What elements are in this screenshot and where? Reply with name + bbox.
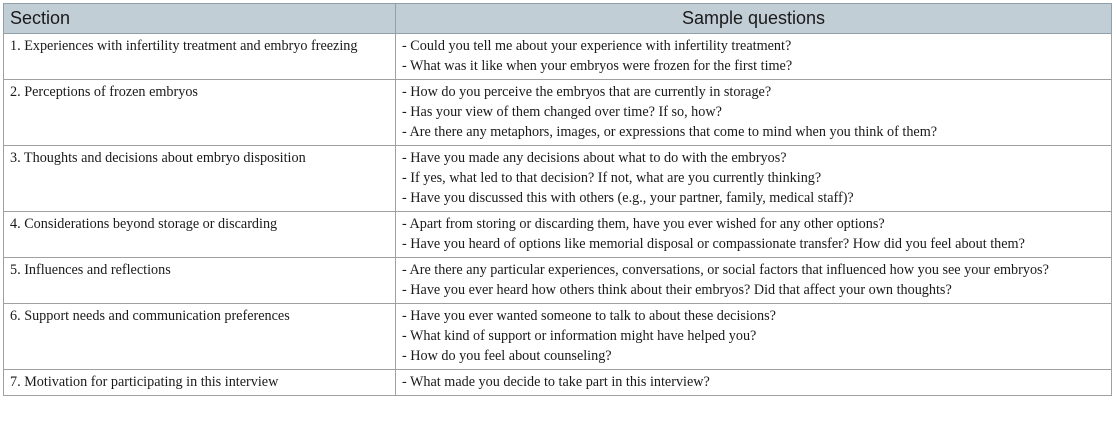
interview-guide-table: [3, 3, 1112, 396]
question-item: - If yes, what led to that decision? If not, what are you currently thinking?: [402, 170, 822, 186]
header-sample-questions: Sample questions: [396, 4, 1112, 34]
questions-cell: [396, 304, 1112, 370]
questions-cell: [396, 212, 1112, 258]
section-cell: 7. Motivation for participating in this interview: [4, 370, 396, 396]
table-row: [4, 304, 1112, 370]
table-row: [4, 370, 1112, 396]
questions-cell: [396, 34, 1112, 80]
question-item: - Have you heard of options like memorial disposal or compassionate transfer? How did you feel about them?: [402, 236, 1025, 252]
question-item: - Have you made any decisions about what to do with the embryos?: [402, 150, 787, 166]
section-cell: 6. Support needs and communication preferences: [4, 304, 396, 370]
question-item: - How do you perceive the embryos that are currently in storage?: [402, 84, 772, 100]
questions-cell: [396, 80, 1112, 146]
section-cell: 4. Considerations beyond storage or discarding: [4, 212, 396, 258]
question-item: - Are there any metaphors, images, or expressions that come to mind when you think of them?: [402, 124, 938, 140]
section-cell: 2. Perceptions of frozen embryos: [4, 80, 396, 146]
table-row: [4, 146, 1112, 212]
question-item: - Have you ever heard how others think about their embryos? Did that affect your own thoughts?: [402, 282, 952, 298]
table-row: [4, 34, 1112, 80]
question-item: - Have you discussed this with others (e.g., your partner, family, medical staff)?: [402, 190, 854, 206]
questions-cell: [396, 258, 1112, 304]
question-item: - What was it like when your embryos were frozen for the first time?: [402, 58, 793, 74]
question-item: - What made you decide to take part in this interview?: [402, 374, 710, 390]
question-item: - Are there any particular experiences, conversations, or social factors that influenced how you see your embryos?: [402, 262, 1049, 278]
question-item: - Have you ever wanted someone to talk to about these decisions?: [402, 308, 776, 324]
question-item: - Could you tell me about your experience with infertility treatment?: [402, 38, 792, 54]
questions-cell: [396, 146, 1112, 212]
question-item: - What kind of support or information might have helped you?: [402, 328, 757, 344]
table-header-row: [4, 4, 1112, 34]
section-cell: 1. Experiences with infertility treatment and embryo freezing: [4, 34, 396, 80]
table-row: [4, 258, 1112, 304]
table-row: [4, 212, 1112, 258]
question-item: - Apart from storing or discarding them, have you ever wished for any other options?: [402, 216, 885, 232]
section-cell: 5. Influences and reflections: [4, 258, 396, 304]
header-section: Section: [4, 4, 396, 34]
question-item: - Has your view of them changed over time? If so, how?: [402, 104, 722, 120]
section-cell: 3. Thoughts and decisions about embryo disposition: [4, 146, 396, 212]
questions-cell: [396, 370, 1112, 396]
question-item: - How do you feel about counseling?: [402, 348, 612, 364]
table-row: [4, 80, 1112, 146]
